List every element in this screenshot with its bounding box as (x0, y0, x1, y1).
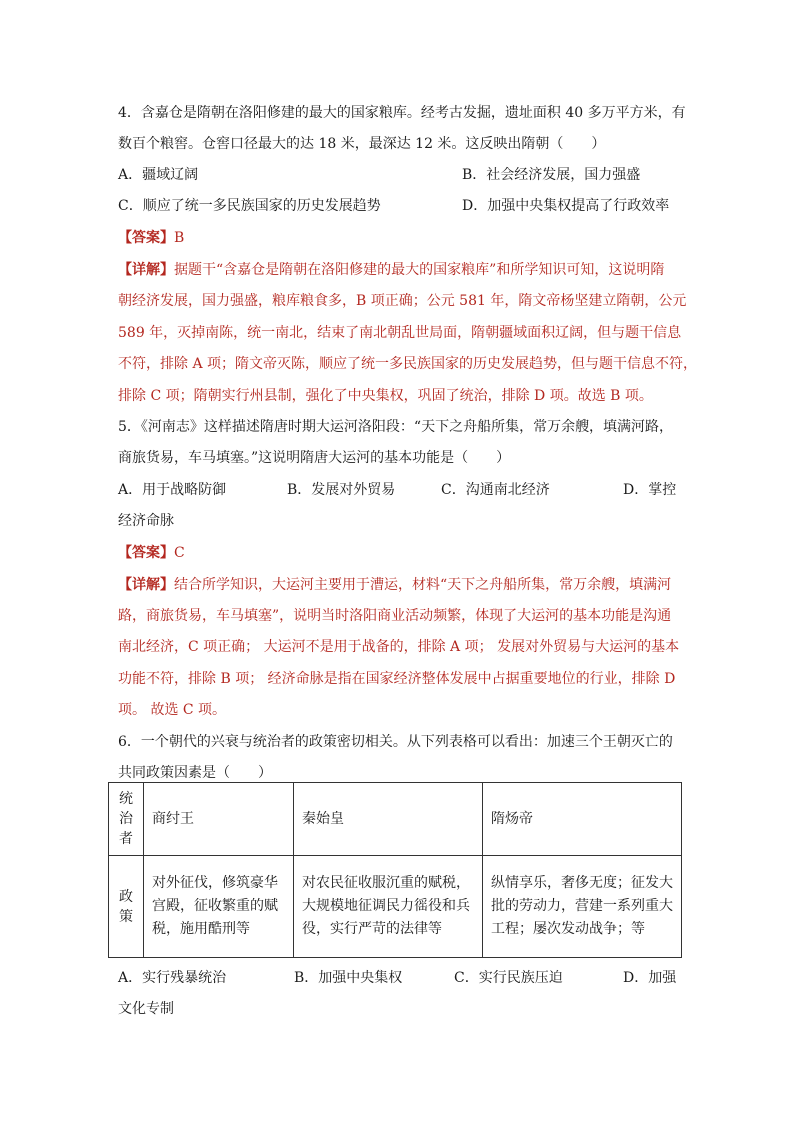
q5-option-b[interactable]: B．发展对外贸易 (287, 482, 396, 498)
q6-option-a[interactable]: A．实行残暴统治 (118, 970, 227, 986)
q4-option-a[interactable]: A．疆域辽阔 (118, 167, 199, 183)
answer-label: 【答案】 (118, 230, 174, 246)
q6-option-d[interactable]: D．加强 (623, 970, 677, 986)
q4-option-c[interactable]: C．顺应了统一多民族国家的历史发展趋势 (118, 198, 381, 214)
q4-detail-line-2: 朝经济发展，国力强盛，粮库粮食多，B 项正确；公元 581 年，隋文帝杨坚建立隋朝，公元 (118, 293, 687, 309)
table-row-policies (109, 856, 682, 958)
q5-detail-line-5: 项。 故选 C 项。 (118, 702, 227, 718)
q5-stem-line-1: 5．《河南志》这样描述隋唐时期大运河洛阳段：“天下之舟船所集，常万余艘，填满河路， (118, 419, 674, 435)
table-cell-policy: 对农民征收服沉重的赋税， 大规模地征调民力徭役和兵 役，实行严苛的法律等 (294, 856, 483, 958)
answer-label: 【答案】 (118, 545, 174, 561)
q4-detail-line-4: 不符，排除 A 项；隋文帝灭陈，顺应了统一多民族国家的历史发展趋势，但与题干信息不符， (118, 356, 698, 372)
q4-answer (118, 229, 184, 247)
q4-stem-line-1: 4．含嘉仓是隋朝在洛阳修建的最大的国家粮库。经考古发掘，遗址面积 40 多万平方米，有 (118, 105, 686, 121)
q6-stem-line-1: 6．一个朝代的兴衰与统治者的政策密切相关。从下列表格可以看出：加速三个王朝灭亡的 (118, 734, 673, 750)
q4-detail-line-5: 排除 C 项；隋朝实行州县制，强化了中央集权，巩固了统治，排除 D 项。故选 B 项。 (118, 388, 653, 404)
table-cell-policy: 纵情享乐，奢侈无度；征发大 批的劳动力，营建一系列重大 工程；屡次发动战争；等 (483, 856, 682, 958)
detail-label: 【详解】 (118, 577, 174, 593)
answer-value: C (174, 545, 185, 561)
q5-option-a[interactable]: A．用于战略防御 (118, 482, 227, 498)
table-header-policies: 政 策 (109, 856, 144, 958)
q5-detail-line-3: 南北经济，C 项正确； 大运河不是用于战备的，排除 A 项； 发展对外贸易与大运河的基本 (118, 639, 680, 655)
q4-option-b[interactable]: B．社会经济发展，国力强盛 (462, 167, 641, 183)
q6-option-d-continued: 文化专制 (118, 1001, 174, 1017)
policy-table (108, 782, 682, 958)
table-cell-policy: 对外征伐，修筑豪华 宫殿，征收繁重的赋 税，施用酷刑等 (144, 856, 294, 958)
q5-detail-line-4: 功能不符，排除 B 项； 经济命脉是指在国家经济整体发展中占据重要地位的行业，排除 D (118, 671, 676, 687)
q5-option-c[interactable]: C．沟通南北经济 (441, 482, 550, 498)
q6-option-c[interactable]: C．实行民族压迫 (454, 970, 563, 986)
q5-detail-line-2: 路，商旅货易，车马填塞”，说明当时洛阳商业活动频繁，体现了大运河的基本功能是沟通 (118, 608, 672, 624)
detail-text: 结合所学知识，大运河主要用于漕运，材料 (174, 577, 440, 593)
detail-quote: “含嘉仓是隋朝在洛阳修建的最大的国家粮库” (216, 262, 497, 278)
table-cell-ruler: 隋炀帝 (483, 783, 682, 856)
q5-answer (118, 544, 185, 562)
detail-text: ，常万余艘，填满河 (545, 577, 672, 593)
q4-option-d[interactable]: D．加强中央集权提高了行政效率 (462, 198, 670, 214)
q6-stem-line-2: 共同政策因素是（ ） (118, 765, 272, 781)
q5-detail-line-1 (118, 576, 671, 594)
q4-detail-line-1 (118, 261, 664, 279)
table-header-rulers: 统 治 者 (109, 783, 144, 856)
detail-text: 和所学知识可知，这说明隋 (496, 262, 665, 278)
q5-option-d-continued: 经济命脉 (118, 513, 174, 529)
table-row-rulers (109, 783, 682, 856)
q5-option-d[interactable]: D．掌控 (623, 482, 677, 498)
answer-value: B (174, 230, 185, 246)
detail-label: 【详解】 (118, 262, 174, 278)
q6-option-b[interactable]: B．加强中央集权 (294, 970, 403, 986)
table-cell-ruler: 商纣王 (144, 783, 294, 856)
q4-stem-line-2: 数百个粮窖。仓窖口径最大的达 18 米，最深达 12 米。这反映出隋朝（ ） (118, 136, 606, 152)
detail-text: 据题干 (174, 262, 216, 278)
q5-stem-line-2: 商旅货易，车马填塞。”这说明隋唐大运河的基本功能是（ ） (118, 450, 511, 466)
detail-quote: “天下之舟船所集 (440, 577, 546, 593)
table-cell-ruler: 秦始皇 (294, 783, 483, 856)
q4-detail-line-3: 589 年，灭掉南陈，统一南北，结束了南北朝乱世局面，隋朝疆域面积辽阔，但与题干信息 (118, 325, 682, 341)
